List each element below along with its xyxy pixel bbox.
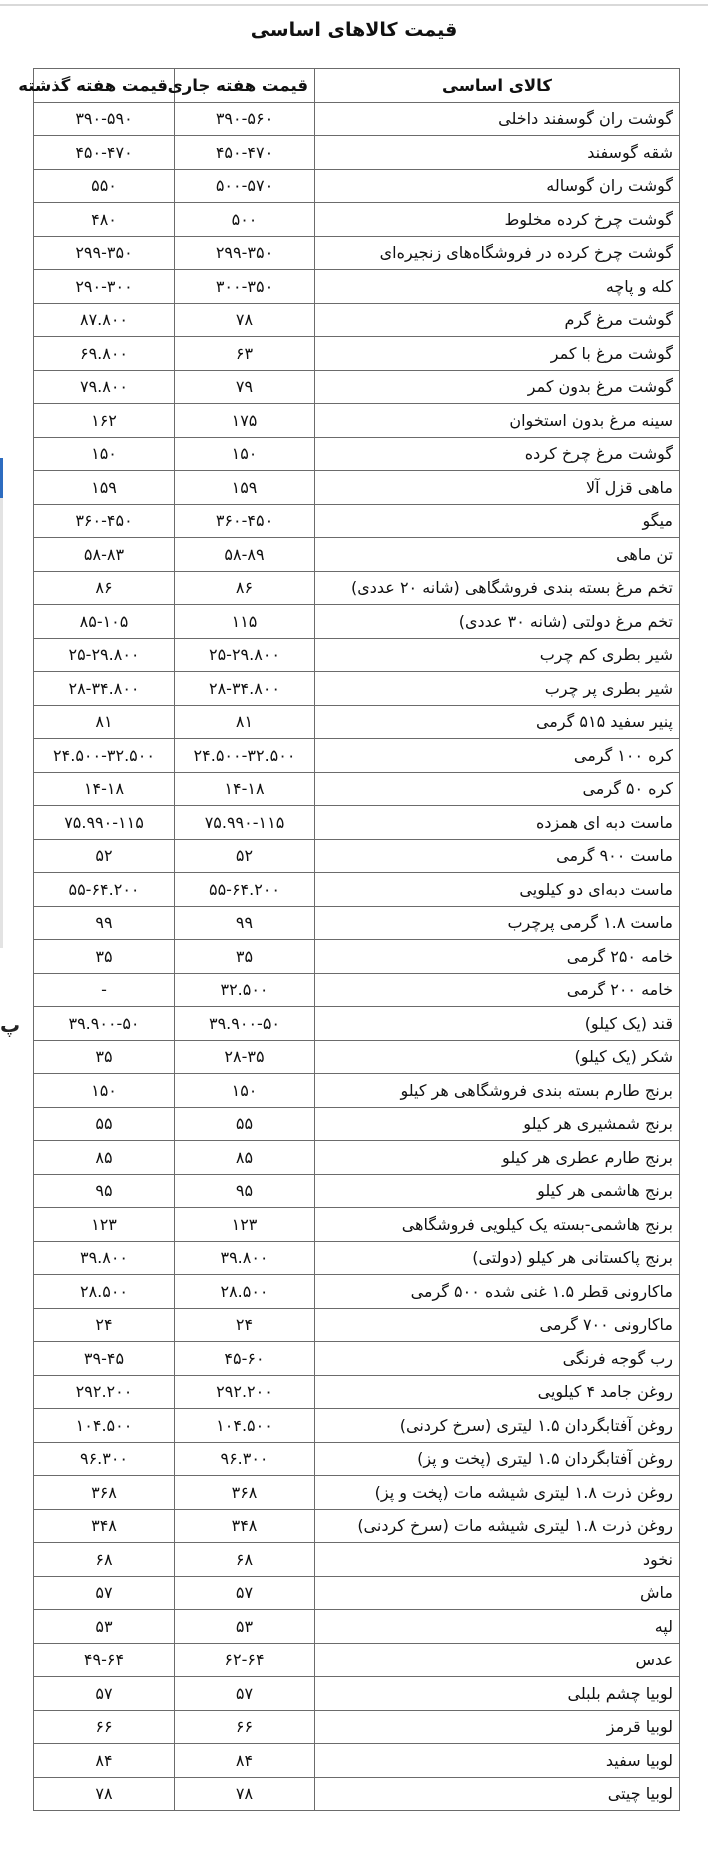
last-week-price-cell: ۲۵-۲۹.۸۰۰	[34, 638, 175, 672]
table-row	[34, 270, 680, 304]
last-week-price-cell: ۱۲۳	[34, 1208, 175, 1242]
item-name-cell: لوبیا سفید	[315, 1744, 680, 1778]
current-week-price-cell: ۱۵۹	[175, 471, 315, 505]
last-week-price-cell: ۸۵	[34, 1141, 175, 1175]
item-name-cell: برنج هاشمی-بسته یک کیلویی فروشگاهی	[315, 1208, 680, 1242]
last-week-price-cell: ۳۵	[34, 940, 175, 974]
last-week-price-cell: ۵۸-۸۳	[34, 538, 175, 572]
item-name-cell: رب گوجه فرنگی	[315, 1342, 680, 1376]
header-current-week: قیمت هفته جاری	[175, 69, 315, 103]
current-week-price-cell: ۹۹	[175, 906, 315, 940]
current-week-price-cell: ۳۶۸	[175, 1476, 315, 1510]
table-row	[34, 973, 680, 1007]
last-week-price-cell: ۵۵-۶۴.۲۰۰	[34, 873, 175, 907]
table-body	[34, 102, 680, 1811]
item-name-cell: ماست دبه‌ای دو کیلویی	[315, 873, 680, 907]
item-name-cell: لوبیا چشم بلبلی	[315, 1677, 680, 1711]
item-name-cell: کله و پاچه	[315, 270, 680, 304]
last-week-price-cell: ۴۹-۶۴	[34, 1643, 175, 1677]
table-row	[34, 1710, 680, 1744]
item-name-cell: میگو	[315, 504, 680, 538]
current-week-price-cell: ۹۶.۳۰۰	[175, 1442, 315, 1476]
table-row	[34, 1007, 680, 1041]
item-name-cell: گوشت ران گوسفند داخلی	[315, 102, 680, 136]
last-week-price-cell: ۳۵	[34, 1040, 175, 1074]
last-week-price-cell: ۳۹.۸۰۰	[34, 1241, 175, 1275]
current-week-price-cell: ۷۹	[175, 370, 315, 404]
table-row	[34, 1074, 680, 1108]
last-week-price-cell: ۲۹۲.۲۰۰	[34, 1375, 175, 1409]
current-week-price-cell: ۳۰۰-۳۵۰	[175, 270, 315, 304]
item-name-cell: برنج طارم عطری هر کیلو	[315, 1141, 680, 1175]
item-name-cell: سینه مرغ بدون استخوان	[315, 404, 680, 438]
current-week-price-cell: ۲۸-۳۴.۸۰۰	[175, 672, 315, 706]
top-divider	[0, 4, 708, 6]
table-row	[34, 1576, 680, 1610]
table-row	[34, 404, 680, 438]
header-item: کالای اساسی	[315, 69, 680, 103]
current-week-price-cell: ۳۶۰-۴۵۰	[175, 504, 315, 538]
last-week-price-cell: ۱۵۰	[34, 1074, 175, 1108]
table-row	[34, 638, 680, 672]
table-row	[34, 705, 680, 739]
last-week-price-cell: ۵۵	[34, 1107, 175, 1141]
left-accent-bar	[0, 458, 3, 498]
table-row	[34, 1342, 680, 1376]
item-name-cell: تخم مرغ دولتی (شانه ۳۰ عددی)	[315, 605, 680, 639]
item-name-cell: ماست ۹۰۰ گرمی	[315, 839, 680, 873]
last-week-price-cell: ۹۹	[34, 906, 175, 940]
last-week-price-cell: ۲۴	[34, 1308, 175, 1342]
table-row	[34, 1777, 680, 1811]
table-row	[34, 1442, 680, 1476]
current-week-price-cell: ۲۹۲.۲۰۰	[175, 1375, 315, 1409]
table-row	[34, 605, 680, 639]
current-week-price-cell: ۱۰۴.۵۰۰	[175, 1409, 315, 1443]
current-week-price-cell: ۱۲۳	[175, 1208, 315, 1242]
last-week-price-cell: ۹۶.۳۰۰	[34, 1442, 175, 1476]
item-name-cell: قند (یک کیلو)	[315, 1007, 680, 1041]
current-week-price-cell: ۳۹۰-۵۶۰	[175, 102, 315, 136]
table-row	[34, 772, 680, 806]
last-week-price-cell: ۱۴-۱۸	[34, 772, 175, 806]
table-row	[34, 839, 680, 873]
last-week-price-cell: ۲۹۹-۳۵۰	[34, 236, 175, 270]
last-week-price-cell: ۵۳	[34, 1610, 175, 1644]
item-name-cell: گوشت مرغ گرم	[315, 303, 680, 337]
table-row	[34, 169, 680, 203]
current-week-price-cell: ۸۱	[175, 705, 315, 739]
table-row	[34, 1275, 680, 1309]
last-week-price-cell: ۲۸.۵۰۰	[34, 1275, 175, 1309]
item-name-cell: کره ۱۰۰ گرمی	[315, 739, 680, 773]
item-name-cell: برنج شمشیری هر کیلو	[315, 1107, 680, 1141]
table-row	[34, 571, 680, 605]
table-row	[34, 1409, 680, 1443]
item-name-cell: گوشت چرخ کرده مخلوط	[315, 203, 680, 237]
current-week-price-cell: ۵۸-۸۹	[175, 538, 315, 572]
current-week-price-cell: ۵۵-۶۴.۲۰۰	[175, 873, 315, 907]
last-week-price-cell: ۱۰۴.۵۰۰	[34, 1409, 175, 1443]
header-last-week: قیمت هفته گذشته	[34, 69, 175, 103]
table-row	[34, 1509, 680, 1543]
current-week-price-cell: ۹۵	[175, 1174, 315, 1208]
last-week-price-cell: ۵۵۰	[34, 169, 175, 203]
table-row	[34, 1141, 680, 1175]
table-row	[34, 102, 680, 136]
item-name-cell: خامه ۲۰۰ گرمی	[315, 973, 680, 1007]
last-week-price-cell: ۳۹.۹۰۰-۵۰	[34, 1007, 175, 1041]
last-week-price-cell: ۲۹۰-۳۰۰	[34, 270, 175, 304]
table-row	[34, 303, 680, 337]
item-name-cell: گوشت مرغ با کمر	[315, 337, 680, 371]
last-week-price-cell: ۵۷	[34, 1576, 175, 1610]
current-week-price-cell: ۴۵۰-۴۷۰	[175, 136, 315, 170]
last-week-price-cell: ۴۵۰-۴۷۰	[34, 136, 175, 170]
current-week-price-cell: ۸۵	[175, 1141, 315, 1175]
last-week-price-cell: ۸۷.۸۰۰	[34, 303, 175, 337]
last-week-price-cell: ۳۹۰-۵۹۰	[34, 102, 175, 136]
last-week-price-cell: ۱۶۲	[34, 404, 175, 438]
current-week-price-cell: ۶۲-۶۴	[175, 1643, 315, 1677]
item-name-cell: شقه گوسفند	[315, 136, 680, 170]
current-week-price-cell: ۵۷	[175, 1576, 315, 1610]
item-name-cell: ماکارونی ۷۰۰ گرمی	[315, 1308, 680, 1342]
item-name-cell: لوبیا قرمز	[315, 1710, 680, 1744]
current-week-price-cell: ۲۸-۳۵	[175, 1040, 315, 1074]
item-name-cell: تخم مرغ بسته بندی فروشگاهی (شانه ۲۰ عددی)	[315, 571, 680, 605]
table-row	[34, 940, 680, 974]
table-row	[34, 136, 680, 170]
current-week-price-cell: ۳۹.۸۰۰	[175, 1241, 315, 1275]
current-week-price-cell: ۱۷۵	[175, 404, 315, 438]
last-week-price-cell: ۵۷	[34, 1677, 175, 1711]
last-week-price-cell: ۲۸-۳۴.۸۰۰	[34, 672, 175, 706]
last-week-price-cell: ۶۶	[34, 1710, 175, 1744]
table-row	[34, 1107, 680, 1141]
table-row	[34, 906, 680, 940]
current-week-price-cell: ۳۹.۹۰۰-۵۰	[175, 1007, 315, 1041]
last-week-price-cell: ۸۶	[34, 571, 175, 605]
table-row	[34, 806, 680, 840]
item-name-cell: ماکارونی قطر ۱.۵ غنی شده ۵۰۰ گرمی	[315, 1275, 680, 1309]
item-name-cell: روغن جامد ۴ کیلویی	[315, 1375, 680, 1409]
item-name-cell: کره ۵۰ گرمی	[315, 772, 680, 806]
last-week-price-cell: ۸۵-۱۰۵	[34, 605, 175, 639]
item-name-cell: گوشت چرخ کرده در فروشگاه‌های زنجیره‌ای	[315, 236, 680, 270]
table-row	[34, 1174, 680, 1208]
item-name-cell: خامه ۲۵۰ گرمی	[315, 940, 680, 974]
last-week-price-cell: ۶۹.۸۰۰	[34, 337, 175, 371]
last-week-price-cell: ۸۱	[34, 705, 175, 739]
item-name-cell: ماست دبه ای همزده	[315, 806, 680, 840]
item-name-cell: لپه	[315, 1610, 680, 1644]
current-week-price-cell: ۵۷	[175, 1677, 315, 1711]
item-name-cell: لوبیا چیتی	[315, 1777, 680, 1811]
price-table	[18, 68, 680, 1811]
current-week-price-cell: ۲۸.۵۰۰	[175, 1275, 315, 1309]
table-row	[34, 236, 680, 270]
item-name-cell: شیر بطری پر چرب	[315, 672, 680, 706]
last-week-price-cell: ۳۶۰-۴۵۰	[34, 504, 175, 538]
table-row	[34, 1308, 680, 1342]
table-row	[34, 1610, 680, 1644]
item-name-cell: روغن آفتابگردان ۱.۵ لیتری (پخت و پز)	[315, 1442, 680, 1476]
current-week-price-cell: ۷۸	[175, 303, 315, 337]
item-name-cell: شیر بطری کم چرب	[315, 638, 680, 672]
table-row	[34, 873, 680, 907]
current-week-price-cell: ۳۲.۵۰۰	[175, 973, 315, 1007]
item-name-cell: پنیر سفید ۵۱۵ گرمی	[315, 705, 680, 739]
table-row	[34, 1208, 680, 1242]
last-week-price-cell: ۷۵.۹۹۰-۱۱۵	[34, 806, 175, 840]
table-row	[34, 437, 680, 471]
item-name-cell: روغن ذرت ۱.۸ لیتری شیشه مات (پخت و پز)	[315, 1476, 680, 1510]
table-row	[34, 1241, 680, 1275]
current-week-price-cell: ۵۲	[175, 839, 315, 873]
table-row	[34, 504, 680, 538]
table-row	[34, 739, 680, 773]
current-week-price-cell: ۶۸	[175, 1543, 315, 1577]
page-title: قیمت کالاهای اساسی	[250, 19, 458, 41]
item-name-cell: روغن ذرت ۱.۸ لیتری شیشه مات (سرخ کردنی)	[315, 1509, 680, 1543]
last-week-price-cell: ۷۹.۸۰۰	[34, 370, 175, 404]
table-row	[34, 1677, 680, 1711]
current-week-price-cell: ۴۵-۶۰	[175, 1342, 315, 1376]
current-week-price-cell: ۱۵۰	[175, 1074, 315, 1108]
current-week-price-cell: ۵۰۰-۵۷۰	[175, 169, 315, 203]
last-week-price-cell: ۲۴.۵۰۰-۳۲.۵۰۰	[34, 739, 175, 773]
last-week-price-cell: ۴۸۰	[34, 203, 175, 237]
last-week-price-cell: ۹۵	[34, 1174, 175, 1208]
table-row	[34, 1375, 680, 1409]
item-name-cell: تن ماهی	[315, 538, 680, 572]
current-week-price-cell: ۲۹۹-۳۵۰	[175, 236, 315, 270]
table-row	[34, 1040, 680, 1074]
current-week-price-cell: ۸۶	[175, 571, 315, 605]
last-week-price-cell: ۱۵۹	[34, 471, 175, 505]
last-week-price-cell: ۸۴	[34, 1744, 175, 1778]
table-row	[34, 1543, 680, 1577]
left-edge-glyph: پ	[0, 1013, 21, 1037]
item-name-cell: ماش	[315, 1576, 680, 1610]
current-week-price-cell: ۶۶	[175, 1710, 315, 1744]
table-row	[34, 672, 680, 706]
last-week-price-cell: ۷۸	[34, 1777, 175, 1811]
last-week-price-cell: ۶۸	[34, 1543, 175, 1577]
table-row	[34, 370, 680, 404]
left-edge-line	[0, 498, 3, 948]
current-week-price-cell: ۸۴	[175, 1744, 315, 1778]
current-week-price-cell: ۳۵	[175, 940, 315, 974]
table-header-row	[34, 69, 680, 103]
last-week-price-cell: ۳۶۸	[34, 1476, 175, 1510]
table-row	[34, 337, 680, 371]
current-week-price-cell: ۶۳	[175, 337, 315, 371]
last-week-price-cell: -	[34, 973, 175, 1007]
current-week-price-cell: ۲۴.۵۰۰-۳۲.۵۰۰	[175, 739, 315, 773]
table-row	[34, 1643, 680, 1677]
current-week-price-cell: ۷۵.۹۹۰-۱۱۵	[175, 806, 315, 840]
last-week-price-cell: ۳۹-۴۵	[34, 1342, 175, 1376]
item-name-cell: گوشت مرغ چرخ کرده	[315, 437, 680, 471]
item-name-cell: گوشت ران گوساله	[315, 169, 680, 203]
current-week-price-cell: ۱۱۵	[175, 605, 315, 639]
item-name-cell: نخود	[315, 1543, 680, 1577]
table-row	[34, 1476, 680, 1510]
current-week-price-cell: ۲۵-۲۹.۸۰۰	[175, 638, 315, 672]
current-week-price-cell: ۵۵	[175, 1107, 315, 1141]
last-week-price-cell: ۵۲	[34, 839, 175, 873]
item-name-cell: عدس	[315, 1643, 680, 1677]
last-week-price-cell: ۱۵۰	[34, 437, 175, 471]
last-week-price-cell: ۳۴۸	[34, 1509, 175, 1543]
item-name-cell: روغن آفتابگردان ۱.۵ لیتری (سرخ کردنی)	[315, 1409, 680, 1443]
item-name-cell: شکر (یک کیلو)	[315, 1040, 680, 1074]
table-row	[34, 1744, 680, 1778]
item-name-cell: ماست ۱.۸ گرمی پرچرب	[315, 906, 680, 940]
current-week-price-cell: ۱۴-۱۸	[175, 772, 315, 806]
current-week-price-cell: ۵۰۰	[175, 203, 315, 237]
current-week-price-cell: ۳۴۸	[175, 1509, 315, 1543]
item-name-cell: برنج هاشمی هر کیلو	[315, 1174, 680, 1208]
current-week-price-cell: ۱۵۰	[175, 437, 315, 471]
item-name-cell: برنج پاکستانی هر کیلو (دولتی)	[315, 1241, 680, 1275]
table-row	[34, 538, 680, 572]
current-week-price-cell: ۵۳	[175, 1610, 315, 1644]
item-name-cell: گوشت مرغ بدون کمر	[315, 370, 680, 404]
item-name-cell: برنج طارم بسته بندی فروشگاهی هر کیلو	[315, 1074, 680, 1108]
table-row	[34, 471, 680, 505]
table-row	[34, 203, 680, 237]
item-name-cell: ماهی قزل آلا	[315, 471, 680, 505]
current-week-price-cell: ۷۸	[175, 1777, 315, 1811]
current-week-price-cell: ۲۴	[175, 1308, 315, 1342]
